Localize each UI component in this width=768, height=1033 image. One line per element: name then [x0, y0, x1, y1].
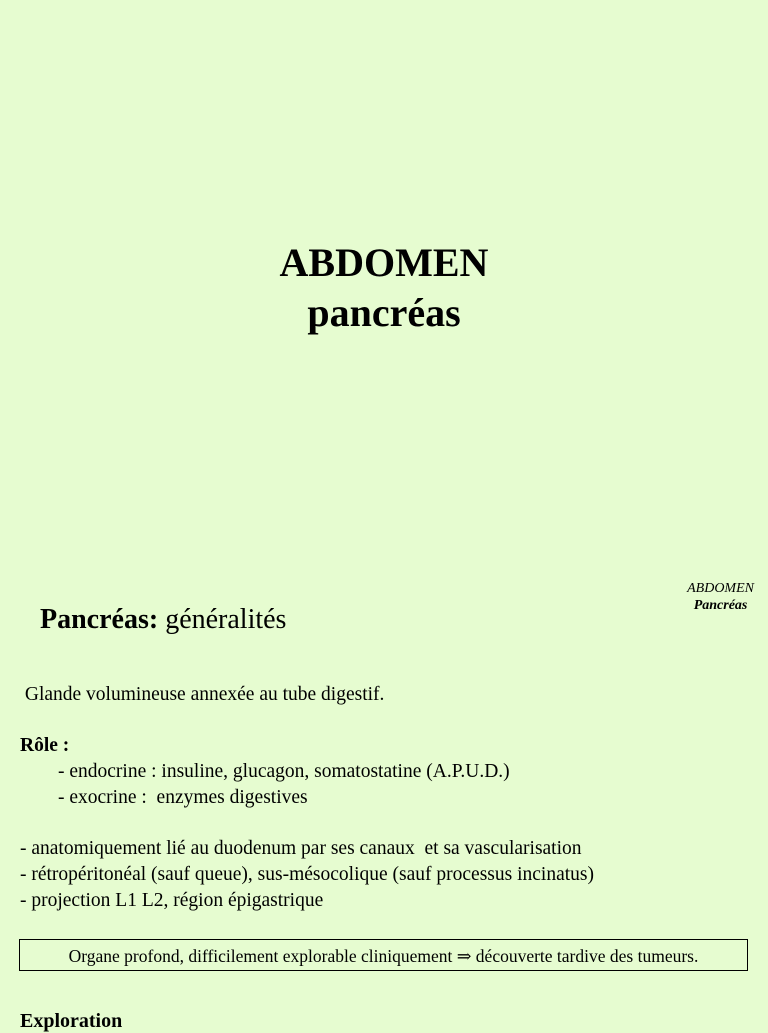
corner-label — [687, 580, 754, 614]
corner-label-line-1: ABDOMEN — [687, 581, 754, 596]
note-text: Organe profond, difficilement explorable cliniquement — [68, 946, 453, 966]
body-text — [20, 682, 750, 913]
fact-item: - projection L1 L2, région épigastrique — [20, 889, 324, 911]
intro-text: Glande volumineuse annexée au tube digestif. — [20, 684, 385, 705]
section-heading-bold: Pancréas: — [40, 604, 159, 635]
fact-item: - anatomiquement lié au duodenum par ses canaux et sa vascularisation — [20, 838, 582, 860]
exploration-heading: Exploration — [20, 1010, 123, 1032]
title-line-2: pancréas — [307, 290, 461, 335]
note-box — [19, 939, 748, 971]
section-heading — [40, 600, 286, 640]
role-item-exocrine: - exocrine : enzymes digestives — [58, 786, 308, 808]
note-conclusion: découverte tardive des tumeurs. — [475, 946, 699, 966]
slide-title — [0, 238, 768, 338]
role-item-endocrine: - endocrine : insuline, glucagon, somatostatine (A.P.U.D.) — [58, 761, 510, 783]
role-label: Rôle : — [20, 735, 70, 757]
section-heading-normal: généralités — [165, 604, 287, 635]
implies-arrow-icon: ⇒ — [456, 946, 472, 966]
fact-item: - rétropéritonéal (sauf queue), sus-mésocolique (sauf processus incinatus) — [20, 863, 594, 885]
title-line-1: ABDOMEN — [279, 240, 489, 285]
corner-label-line-2: Pancréas — [693, 598, 748, 613]
